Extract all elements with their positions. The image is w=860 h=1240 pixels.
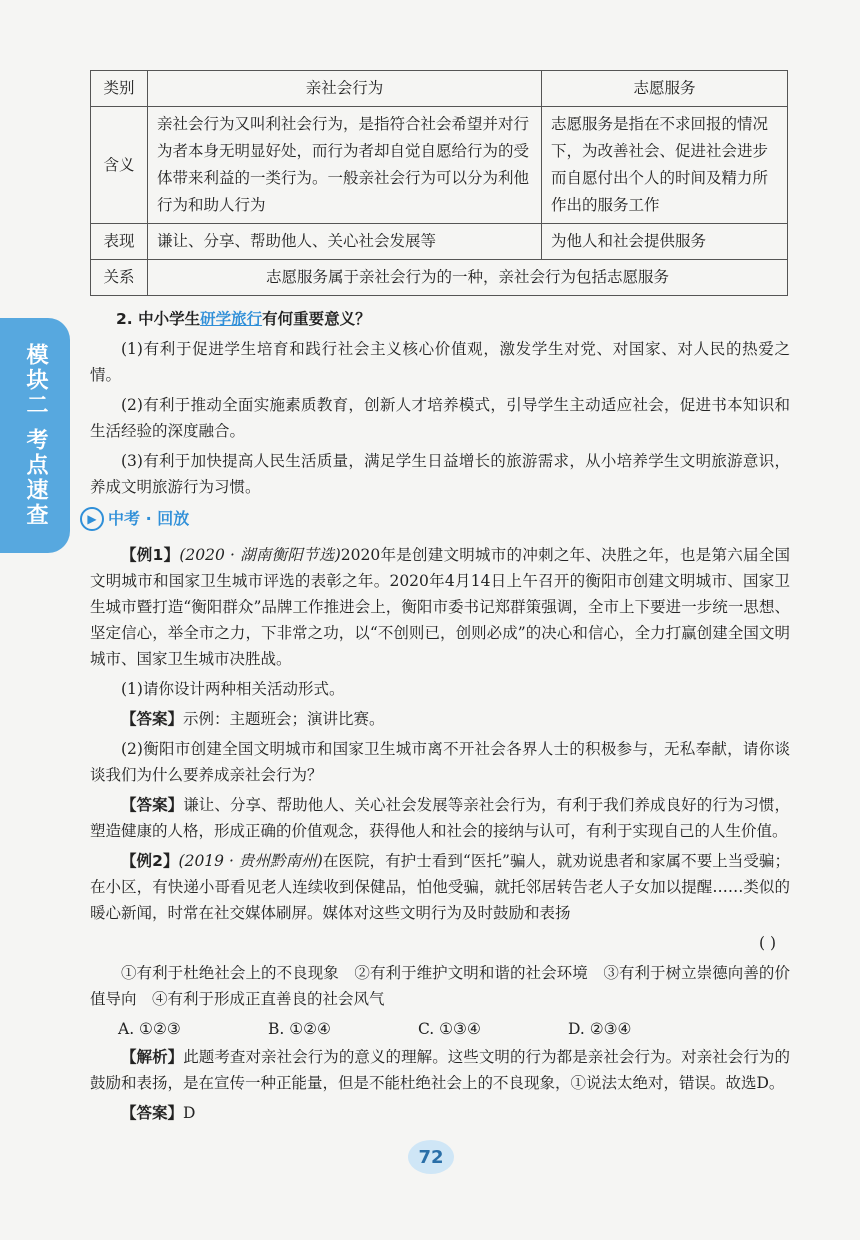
row-label: 关系 (91, 260, 148, 296)
play-icon: ▶ (80, 507, 104, 531)
comparison-table (90, 70, 788, 296)
answer-text: 示例：主题班会；演讲比赛。 (183, 710, 385, 728)
option-a: A. ①②③ (118, 1020, 181, 1038)
answer-text: 谦让、分享、帮助他人、关心社会发展等亲社会行为，有利于我们养成良好的行为习惯，塑造健康的人格，形成正确的价值观念，获得他人和社会的接纳与认可，有利于实现自己的人生价值。 (90, 796, 790, 840)
header-volunteer: 志愿服务 (542, 71, 788, 107)
example-source: (2019 · 贵州黔南州) (178, 852, 323, 870)
analysis-tag: 【解析】 (121, 1048, 184, 1066)
example-1-question-2: (2)衡阳市创建全国文明城市和国家卫生城市离不开社会各界人士的积极参与，无私奉献，请你谈谈我们为什么要养成亲社会行为？ (90, 740, 790, 784)
choice-options (90, 1016, 790, 1042)
answer-tag: 【答案】 (121, 710, 184, 728)
example-1-stem (90, 542, 790, 672)
cell-prosocial: 谦让、分享、帮助他人、关心社会发展等 (148, 224, 542, 260)
option-c: C. ①③④ (418, 1020, 481, 1038)
module-side-tab (0, 318, 70, 553)
answer-tag: 【答案】 (121, 1104, 184, 1122)
cell-relation: 志愿服务属于亲社会行为的一种，亲社会行为包括志愿服务 (148, 260, 788, 296)
option-b: B. ①②④ (268, 1020, 331, 1038)
answer-tag: 【答案】 (121, 796, 184, 814)
section-title: 中考 · 回放 (108, 509, 190, 528)
cell-prosocial: 亲社会行为又叫利社会行为，是指符合社会希望并对行为者本身无明显好处，而行为者却自觉自愿给行为的受体带来利益的一类行为。一般亲社会行为可以分为利他行为和助人行为 (148, 107, 542, 224)
question-suffix: 有何重要意义？ (262, 310, 371, 328)
example-tag: 【例2】 (121, 852, 179, 870)
table-row (91, 260, 788, 296)
example-tag: 【例1】 (121, 546, 180, 564)
section-header (87, 506, 790, 532)
example-source: (2020 · 湖南衡阳节选) (179, 546, 341, 564)
example-2-stem (90, 848, 790, 926)
glossary-link[interactable]: 研学旅行 (200, 310, 263, 328)
module-subtitle: 考点速查 (23, 428, 48, 528)
example-2-analysis (90, 1044, 790, 1096)
answer-blank: ( ) (758, 934, 776, 952)
example-2-answer (90, 1100, 790, 1126)
question-2 (90, 306, 790, 332)
row-label: 含义 (91, 107, 148, 224)
row-label: 表现 (91, 224, 148, 260)
option-d: D. ②③④ (568, 1020, 632, 1038)
answer-text: D (183, 1104, 196, 1122)
example-1-answer-1 (90, 706, 790, 732)
answer-paragraph: (2)有利于推动全面实施素质教育，创新人才培养模式，引导学生主动适应社会，促进书本知识和生活经验的深度融合。 (90, 396, 790, 440)
answer-paragraph: (1)有利于促进学生培育和践行社会主义核心价值观，激发学生对党、对国家、对人民的热爱之情。 (90, 340, 790, 384)
question-prefix: 2. 中小学生 (116, 310, 201, 328)
example-text: 2020年是创建文明城市的冲刺之年、决胜之年，也是第六届全国文明城市和国家卫生城市评选的表彰之年。2020年4月14日上午召开的衡阳市创建文明城市、国家卫生城市暨打造“衡阳群众”品牌工作推进会上，衡阳市委书记郑群策强调，全市上下要进一步统一思想、坚定信心，举全市之力，下非常之功，以“不创则已，创则必成”的决心和信心，全力打赢创建全国文明城市、国家卫生城市决胜战。 (90, 546, 791, 668)
page-number: 72 (408, 1140, 454, 1174)
main-content (87, 306, 791, 1130)
example-1-answer-2 (90, 792, 790, 844)
example-2-statements: ①有利于杜绝社会上的不良现象 ②有利于维护文明和谐的社会环境 ③有利于树立崇德向善的价值导向 ④有利于形成正直善良的社会风气 (90, 964, 790, 1008)
table-header-row (91, 71, 788, 107)
analysis-text: 此题考查对亲社会行为的意义的理解。这些文明的行为都是亲社会行为。对亲社会行为的鼓励和表扬，是在宣传一种正能量，但是不能杜绝社会上的不良现象，①说法太绝对，错误。故选D。 (90, 1048, 790, 1092)
example-1-question-1: (1)请你设计两种相关活动形式。 (121, 680, 345, 698)
header-category: 类别 (91, 71, 148, 107)
cell-volunteer: 志愿服务是指在不求回报的情况下，为改善社会、促进社会进步而自愿付出个人的时间及精力所作出的服务工作 (542, 107, 788, 224)
example-text: 在医院，有护士看到“医托”骗人，就劝说患者和家属不要上当受骗；在小区，有快递小哥看见老人连续收到保健品，怕他受骗，就托邻居转告老人子女加以提醒……类似的暖心新闻，时常在社交媒体刷屏。媒体对这些文明行为及时鼓励和表扬 (90, 852, 790, 922)
answer-paragraph: (3)有利于加快提高人民生活质量，满足学生日益增长的旅游需求，从小培养学生文明旅游意识，养成文明旅游行为习惯。 (90, 452, 790, 496)
cell-volunteer: 为他人和社会提供服务 (542, 224, 788, 260)
module-label: 模块二 (23, 343, 48, 418)
header-prosocial: 亲社会行为 (148, 71, 542, 107)
table-row (91, 107, 788, 224)
table-row (91, 224, 788, 260)
